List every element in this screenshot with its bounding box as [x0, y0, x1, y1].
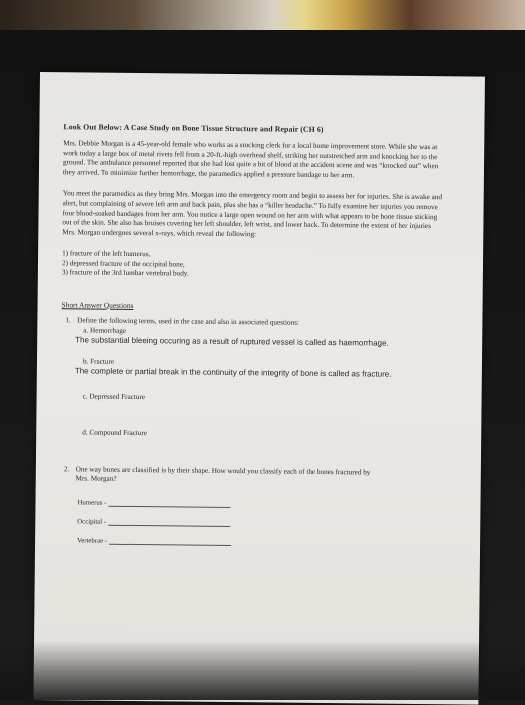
- injury-item: 2) depressed fracture of the occipital bone,: [61, 258, 185, 269]
- blank-vertebrae: [77, 525, 439, 548]
- question-2: [64, 465, 440, 487]
- blank-humerus: [77, 487, 439, 510]
- answer-line: [108, 518, 230, 526]
- worksheet-page: [33, 72, 485, 705]
- page-title: Look Out Below: A Case Study on Bone Tissue Structure and Repair (CH 6): [63, 122, 324, 134]
- answer-line: [108, 499, 230, 507]
- question-text: Define the following terms, used in the case and also in associated questions:: [77, 315, 299, 327]
- blank-label: Occipital -: [77, 517, 107, 526]
- answer-line: [109, 537, 231, 545]
- term-label: b. Fracture: [82, 357, 115, 366]
- background-room: [0, 0, 525, 34]
- case-paragraph-1: Mrs. Debbie Morgan is a 45-year-old female who works as a stocking clerk for a local home improvement store. While she was at work today a large box of metal rivets fell from a 20-ft.-high overhead shelf, striking her outstretched arm and knocking her to the ground. The ambulance personnel reported that she had lost quite a bit of blood at the accident scene and was “knocked out” when they arrived. To minimize further hemorrhage, the paramedics applied a pressure bandage to her arm.: [62, 139, 439, 180]
- injury-list: [62, 250, 442, 282]
- term-label: a. Hemorrhage: [83, 326, 127, 335]
- blank-occipital: [77, 506, 439, 529]
- question-number: 1.: [65, 315, 71, 324]
- blank-label: Humerus -: [77, 498, 107, 507]
- term-compound-fracture: d. Compound Fracture: [82, 428, 148, 437]
- injury-item: 3) fracture of the 3rd lumbar vertebral body.: [61, 268, 189, 278]
- question-text: One way bones are classified is by their shape. How would you classify each of the bones fractured by Mrs. Morgan?: [75, 464, 371, 483]
- bottom-shadow: [0, 640, 525, 700]
- answer-hemorrhage: The substantial bleeing occuring as a result of ruptured vessel is called as haemorrhage.: [75, 334, 389, 348]
- worksheet-content: [59, 122, 443, 548]
- short-answer-heading: Short Answer Questions: [61, 299, 134, 310]
- term-depressed-fracture: c. Depressed Fracture: [82, 392, 146, 401]
- blank-label: Vertebrae -: [77, 536, 108, 545]
- case-paragraph-2: You meet the paramedics as they bring Mrs. Morgan into the emergency room and begin to assess her for injuries. She is awake and alert, but complaining of severe left arm and back pain, plus she has a “killer headache.” To fully examine her injuries you remove four blood-soaked bandages from her arm. You notice a large open wound on her arm with what appears to be bone tissue sticking out of the skin. She also has bruises covering her left shoulder, left wrist, and lower back. To determine the extent of her injuries Mrs. Morgan undergoes several x-rays, which reveal the following:: [62, 189, 443, 239]
- answer-fracture: The complete or partial break in the continuity of the integrity of bone is called as fracture.: [74, 365, 392, 379]
- question-number: 2.: [63, 464, 70, 473]
- injury-item: 1) fracture of the left humerus,: [62, 249, 151, 259]
